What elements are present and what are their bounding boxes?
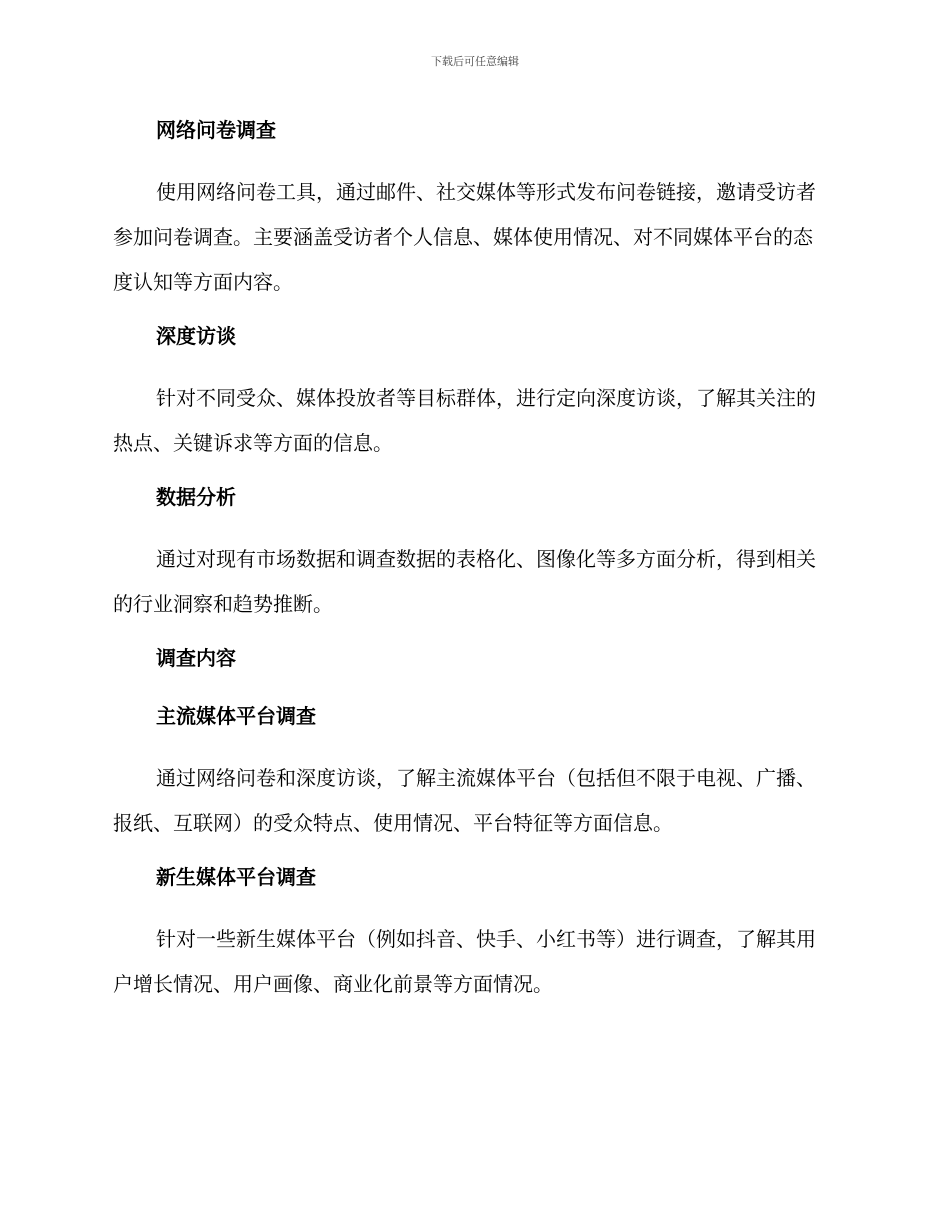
section-heading-data-analysis: 数据分析 [156, 485, 236, 509]
section-heading-new-media: 新生媒体平台调查 [156, 865, 316, 889]
page-header: 下载后可任意编辑 [431, 55, 519, 68]
section-paragraph-online-survey: 使用网络问卷工具，通过邮件、社交媒体等形式发布问卷链接，邀请受访者参加问卷调查。主要涵盖受访者个人信息、媒体使用情况、对不同媒体平台的态度认知等方面内容。 [113, 180, 816, 294]
section-heading-mainstream-media: 主流媒体平台调查 [156, 704, 316, 728]
section-heading-online-survey: 网络问卷调查 [156, 118, 276, 142]
section-paragraph-data-analysis: 通过对现有市场数据和调查数据的表格化、图像化等多方面分析，得到相关的行业洞察和趋势推断。 [113, 547, 816, 616]
section-paragraph-mainstream-media: 通过网络问卷和深度访谈，了解主流媒体平台（包括但不限于电视、广播、报纸、互联网）的受众特点、使用情况、平台特征等方面信息。 [113, 766, 816, 835]
section-paragraph-new-media: 针对一些新生媒体平台（例如抖音、快手、小红书等）进行调查，了解其用户增长情况、用户画像、商业化前景等方面情况。 [113, 927, 816, 996]
section-heading-in-depth-interview: 深度访谈 [156, 324, 236, 348]
document-body [113, 112, 830, 1020]
section-paragraph-in-depth-interview: 针对不同受众、媒体投放者等目标群体，进行定向深度访谈，了解其关注的热点、关键诉求等方面的信息。 [113, 386, 816, 455]
section-heading-survey-content: 调查内容 [156, 646, 236, 670]
